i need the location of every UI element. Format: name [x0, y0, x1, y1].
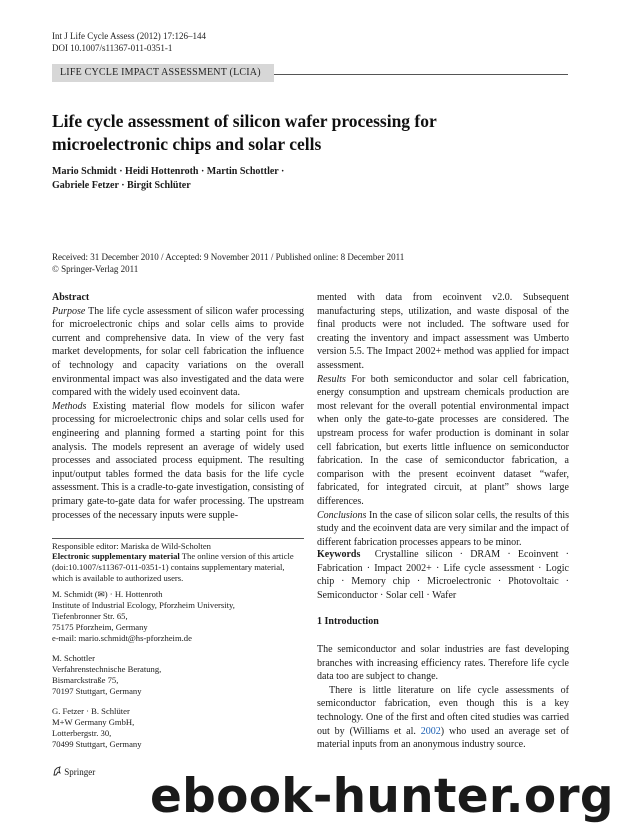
keywords-text: Crystalline silicon · DRAM · Ecoinvent · Fabrication · Impact 2002+ · Life cycle assessment · Logic chip · Memory chip · Microelectronic · Photovoltaic · Semiconductor · Solar cell · Wafer: [317, 549, 569, 601]
results-text: For both semiconductor and solar cell fabrication, energy consumption and upstream chemicals production are most relevant for the overall potential environmental impact when only the gate-to-gate processes are considered. The upstream process for wafer production is dominant in solar cell fabrication, but exerts little influence on semiconductor fabrication. In the case of semiconductor fabrication, a comparison with the present ecoinvent dataset “wafer, fabricated, for integrated circuit, at plant” shows large differences.: [317, 373, 570, 507]
watermark: ebook-hunter.org: [150, 769, 614, 824]
abstract-heading: Abstract: [52, 292, 90, 303]
aff3-city: 70499 Stuttgart, Germany: [52, 739, 142, 749]
aff1-street: Tiefenbronner Str. 65,: [52, 611, 128, 621]
abstract-methods: [52, 400, 304, 522]
aff2-street: Bismarckstraße 75,: [52, 675, 119, 685]
aff2-institute: Verfahrenstechnische Beratung,: [52, 664, 162, 674]
aff1-email[interactable]: e-mail: mario.schmidt@hs-pforzheim.de: [52, 633, 192, 643]
citation-link[interactable]: 2002: [420, 725, 441, 737]
intro-p2-end: ) who used an average set of material inputs from an anonymous industry source.: [317, 725, 569, 751]
aff2-authors: M. Schottler: [52, 653, 95, 663]
aff1-authors: M. Schmidt (✉) · H. Hottenroth: [52, 589, 163, 599]
footnote-rule: [52, 538, 304, 539]
aff3-institute: M+W Germany GmbH,: [52, 717, 135, 727]
springer-label: Springer: [64, 767, 96, 777]
authors-line-2: Gabriele Fetzer · Birgit Schlüter: [52, 180, 191, 191]
article-title: Life cycle assessment of silicon wafer processing for microelectronic chips and solar cells: [52, 111, 437, 154]
esm-text: The online version of this article (doi:10.1007/s11367-011-0351-1) contains supplementary material, which is available to authorized users.: [52, 551, 294, 583]
affiliation-2: [52, 653, 304, 697]
aff1-city: 75175 Pforzheim, Germany: [52, 622, 148, 632]
journal-citation: Int J Life Cycle Assess (2012) 17:126–144: [52, 31, 206, 41]
affiliation-1: [52, 589, 304, 644]
results-label: Results: [317, 373, 346, 385]
esm-note: [52, 551, 304, 584]
affiliation-3: [52, 706, 304, 750]
publication-dates: [52, 251, 572, 275]
esm-label: Electronic supplementary material: [52, 551, 180, 561]
aff1-institute: Institute of Industrial Ecology, Pforzheim University,: [52, 600, 235, 610]
springer-logo: [52, 766, 95, 778]
copyright-line: © Springer-Verlag 2011: [52, 264, 139, 274]
intro-heading: 1 Introduction: [317, 616, 379, 627]
intro-body: [317, 643, 569, 752]
abstract-conclusions: [317, 509, 569, 550]
doi[interactable]: DOI 10.1007/s11367-011-0351-1: [52, 43, 173, 53]
methods-continued: mented with data from ecoinvent v2.0. Subsequent manufacturing steps, utilization, and waste disposal of the final products were not included. The software used for creating the inventory and impact assessment was Umberto version 5.5. The Impact 2002+ method was applied for impact assessment.: [317, 292, 569, 371]
intro-paragraph-1: The semiconductor and solar industries are fast developing branches with increasing efficiency rates. Therefore life cycle data too are subject to change.: [317, 644, 569, 683]
purpose-text: The life cycle assessment of silicon wafer processing for microelectronic chips and solar cells aims to provide current and comprehensive data. In view of the very fast market developments, for solar cell fabrication the influence of technology and capacity variations on the overall environmental impact was also investigated and the data were compared with the widely used ecoinvent data.: [52, 305, 304, 399]
aff3-street: Lotterbergstr. 30,: [52, 728, 112, 738]
aff2-city: 70197 Stuttgart, Germany: [52, 686, 142, 696]
abstract-purpose: [52, 305, 304, 400]
abstract-results: [317, 373, 569, 509]
responsible-editor: Responsible editor: Mariska de Wild-Scholten: [52, 541, 211, 551]
dates-line: Received: 31 December 2010 / Accepted: 9 November 2011 / Published online: 8 December 2011: [52, 252, 405, 262]
purpose-label: Purpose: [52, 305, 86, 317]
section-rule: [274, 74, 568, 75]
authors-line-1: Mario Schmidt · Heidi Hottenroth · Martin Schottler ·: [52, 166, 285, 177]
abstract-left: [52, 291, 304, 522]
section-tag: LIFE CYCLE IMPACT ASSESSMENT (LCIA): [52, 64, 274, 82]
intro-paragraph-2: [317, 684, 569, 752]
conclusions-label: Conclusions: [317, 509, 367, 521]
intro-p2-start: There is little literature on life cycle assessments of semiconductor fabrication, even though this is a key technology. One of the first and often cited studies was carried out by (Williams et al.: [317, 684, 569, 737]
keywords: [317, 548, 569, 602]
aff3-authors: G. Fetzer · B. Schlüter: [52, 706, 130, 716]
author-list: [52, 165, 492, 193]
springer-horse-icon: [52, 766, 62, 776]
abstract-right: [317, 291, 569, 549]
keywords-label: Keywords: [317, 549, 361, 560]
methods-label: Methods: [52, 400, 87, 412]
methods-text: Existing material flow models for silicon wafer processing for microelectronic chips and solar cells used for engineering and planning formed a starting point for this analysis. The models represent an average of widely used processes and associated process equipment. The resulting input/output tables formed the data basis for the life cycle assessment. This is a cradle-to-gate investigation, consisting of primary gate-to-gate data for wafer processing. The upstream processes of the necessary inputs were supple-: [52, 400, 304, 521]
conclusions-text: In the case of silicon solar cells, the results of this study and the ecoinvent data are very similar and the impact of different fabrication processes appears to be minor.: [317, 509, 570, 548]
